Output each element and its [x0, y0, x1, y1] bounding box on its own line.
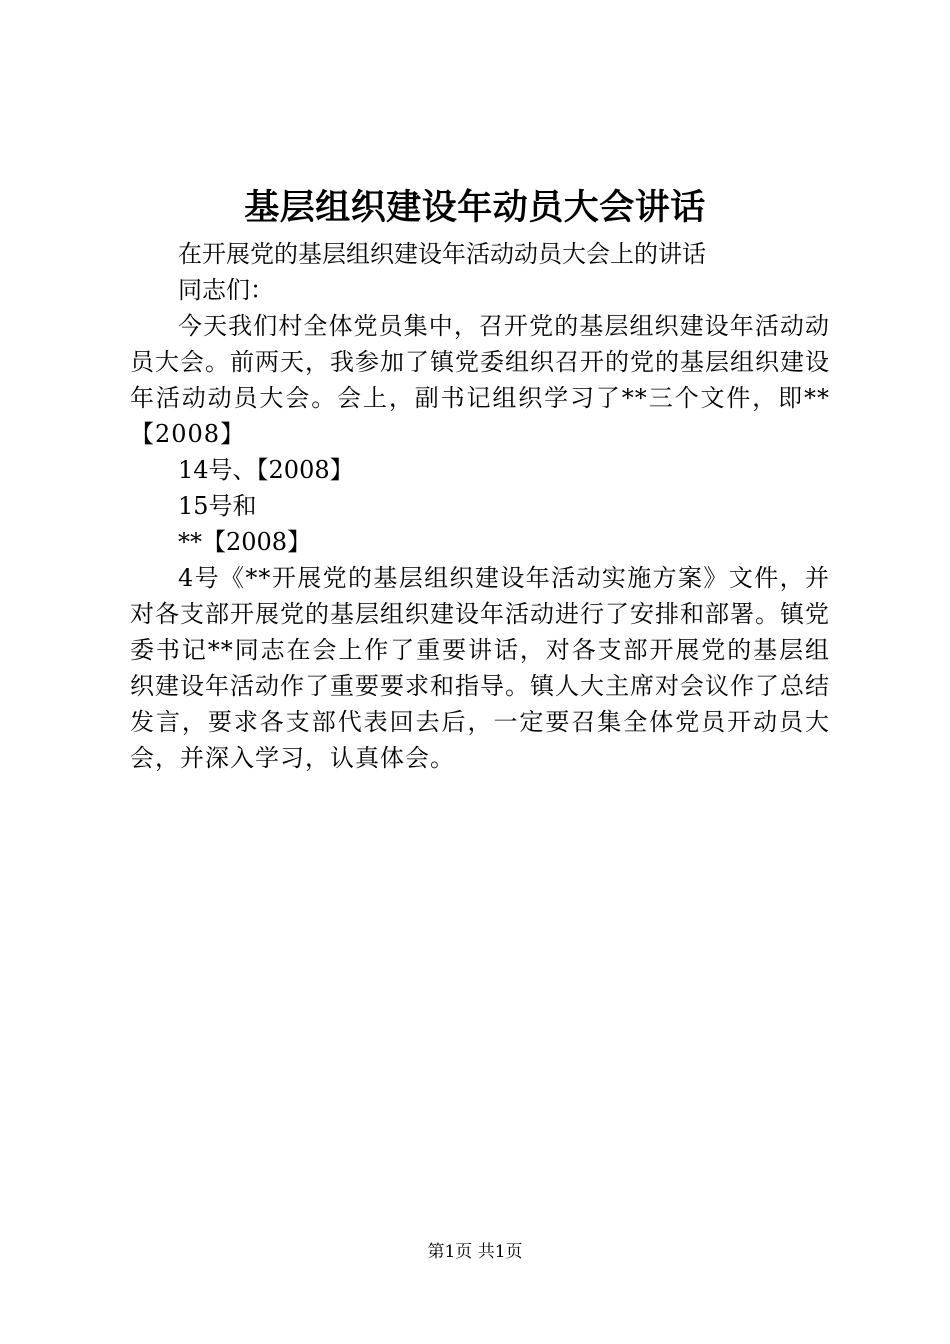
document-reference-line: **【2008】: [178, 528, 312, 556]
speech-subtitle: 在开展党的基层组织建设年活动动员大会上的讲话: [178, 240, 706, 268]
document-reference-line: 14号、【2008】: [178, 456, 354, 484]
document-title: 基层组织建设年动员大会讲话: [244, 187, 706, 228]
document-body: [130, 236, 830, 776]
salutation: 同志们：: [178, 276, 274, 304]
page-footer: 第1页 共1页: [427, 1242, 523, 1262]
document-reference-line: 15号和: [178, 492, 257, 520]
paragraph-main: 4号《**开展党的基层组织建设年活动实施方案》文件，并对各支部开展党的基层组织建设年活动进行了安排和部署。镇党委书记**同志在会上作了重要讲话，对各支部开展党的基层组织建设年活动作了重要要求和指导。镇人大主席对会议作了总结发言，要求各支部代表回去后，一定要召集全体党员开动员大会，并深入学习，认真体会。: [130, 564, 830, 772]
paragraph-intro: 今天我们村全体党员集中，召开党的基层组织建设年活动动员大会。前两天，我参加了镇党委组织召开的党的基层组织建设年活动动员大会。会上，副书记组织学习了**三个文件，即**【2008】: [130, 312, 830, 448]
